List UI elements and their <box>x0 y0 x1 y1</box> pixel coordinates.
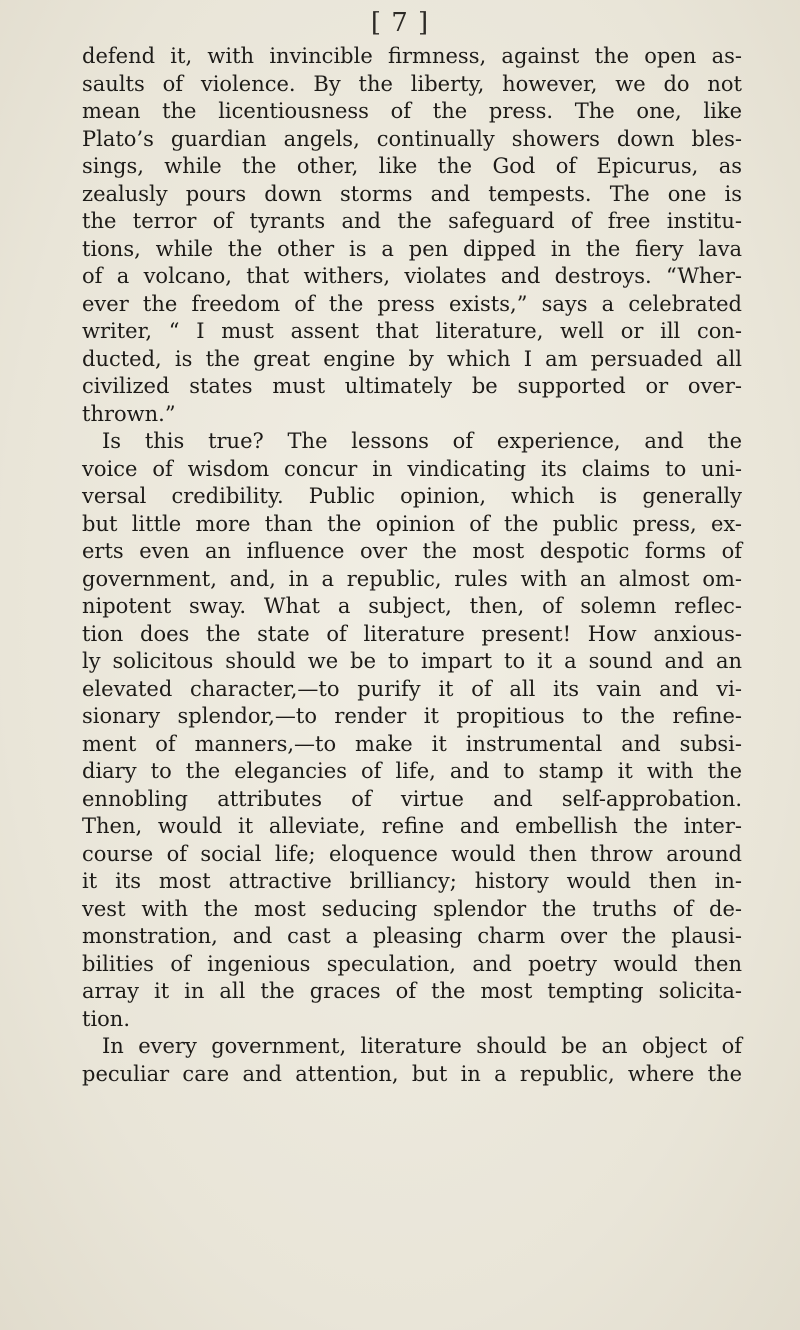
text-line: thrown.” <box>82 401 176 426</box>
text-line: sings, while the other, like the God of Epicurus, as <box>82 154 742 178</box>
text-line: nipotent sway. What a subject, then, of solemn reflec- <box>82 594 742 618</box>
body-text <box>82 43 742 1088</box>
text-line: Is this true? The lessons of experience, and the <box>102 429 742 453</box>
text-line: diary to the elegancies of life, and to stamp it with the <box>82 759 742 783</box>
text-line: civilized states must ultimately be supported or over- <box>82 374 742 398</box>
text-line: ever the freedom of the press exists,” says a celebrated <box>82 291 742 316</box>
text-line: tion. <box>82 1006 130 1031</box>
text-line: defend it, with invincible firmness, against the open as- <box>82 44 742 68</box>
text-line: sionary splendor,—to render it propitious to the refine- <box>82 704 742 728</box>
text-line: tion does the state of literature present! How anxious- <box>82 621 742 646</box>
text-line: erts even an influence over the most despotic forms of <box>82 539 742 563</box>
text-line: saults of violence. By the liberty, however, we do not <box>82 71 742 96</box>
text-line: array it in all the graces of the most tempting solicita- <box>82 979 742 1003</box>
text-line: Plato’s guardian angels, continually showers down bles- <box>82 126 742 151</box>
text-line: bilities of ingenious speculation, and poetry would then <box>82 951 742 976</box>
text-line: the terror of tyrants and the safeguard of free institu- <box>82 209 742 233</box>
text-line: voice of wisdom concur in vindicating its claims to uni- <box>82 456 742 481</box>
text-line: but little more than the opinion of the public press, ex- <box>82 511 742 536</box>
text-line: peculiar care and attention, but in a republic, where the <box>82 1061 742 1086</box>
text-line: ennobling attributes of virtue and self-approbation. <box>82 786 742 811</box>
text-line: course of social life; eloquence would then throw around <box>82 841 742 866</box>
text-line: mean the licentiousness of the press. The one, like <box>82 99 742 123</box>
text-line: of a volcano, that withers, violates and destroys. “Wher- <box>82 264 742 288</box>
text-line: monstration, and cast a pleasing charm over the plausi- <box>82 924 742 948</box>
text-line: ment of manners,—to make it instrumental and subsi- <box>82 731 742 756</box>
page-number: [ 7 ] <box>370 8 430 38</box>
text-line: ly solicitous should we be to impart to it a sound and an <box>82 649 742 673</box>
text-line: elevated character,—to purify it of all its vain and vi- <box>82 676 742 701</box>
text-line: versal credibility. Public opinion, which is generally <box>82 484 742 508</box>
text-line: In every government, literature should be an object of <box>102 1034 742 1058</box>
text-line: zealusly pours down storms and tempests. The one is <box>82 181 742 206</box>
text-line: writer, “ I must assent that literature, well or ill con- <box>82 319 742 343</box>
text-line: government, and, in a republic, rules with an almost om- <box>82 566 742 591</box>
text-line: Then, would it alleviate, refine and embellish the inter- <box>82 814 742 838</box>
text-line: it its most attractive brilliancy; history would then in- <box>82 869 742 893</box>
text-line: ducted, is the great engine by which I am persuaded all <box>82 346 742 371</box>
text-line: tions, while the other is a pen dipped in the fiery lava <box>82 236 742 261</box>
text-line: vest with the most seducing splendor the truths of de- <box>82 896 742 921</box>
